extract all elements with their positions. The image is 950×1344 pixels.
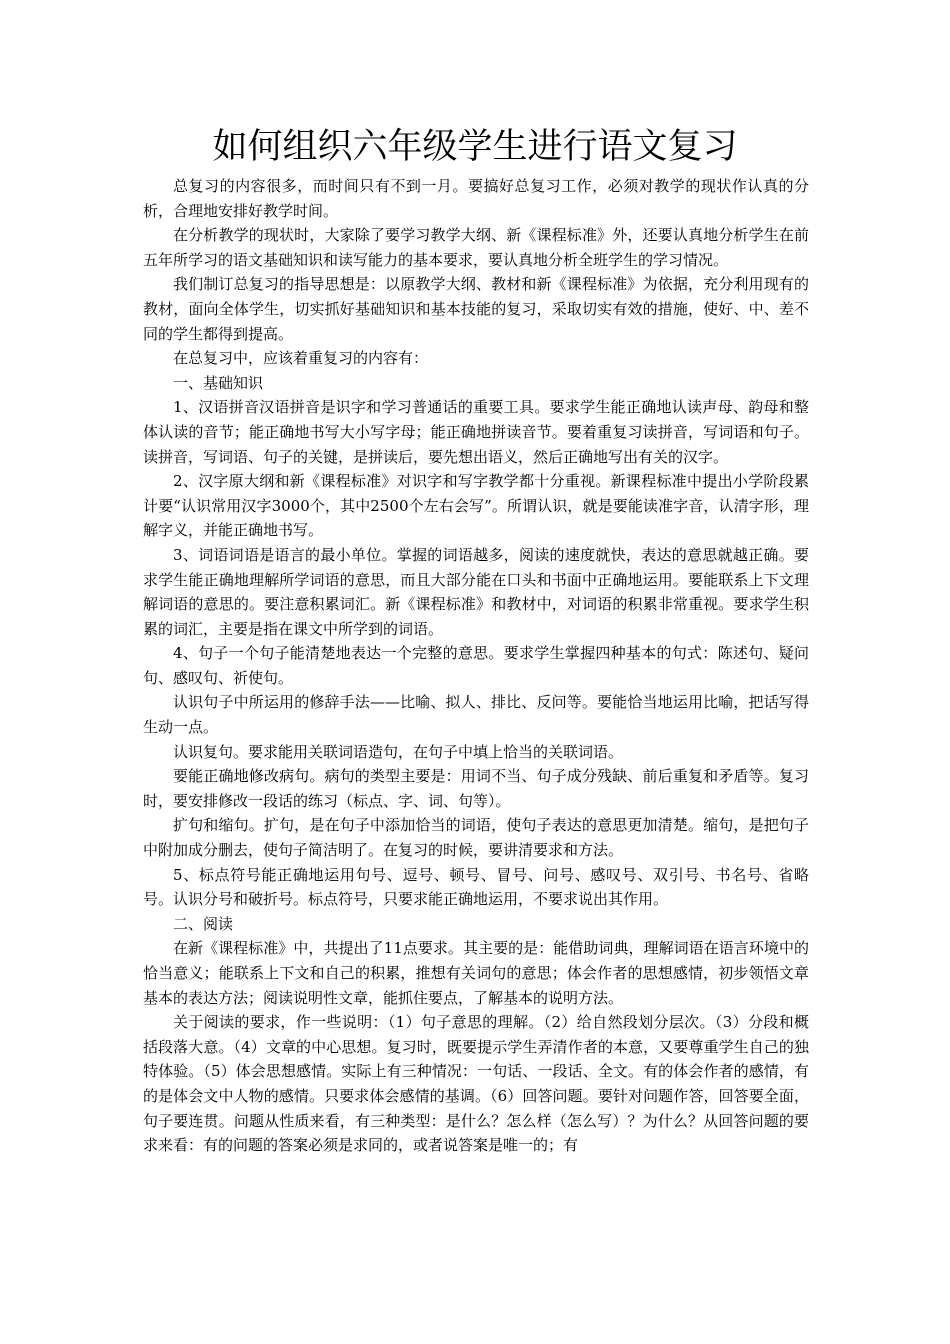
paragraph: 4、句子一个句子能清楚地表达一个完整的意思。要求学生掌握四种基本的句式：陈述句、疑问句、感叹句、祈使句。 — [143, 644, 809, 687]
paragraph: 总复习的内容很多，而时间只有不到一月。要搞好总复习工作，必须对教学的现状作认真的分析，合理地安排好教学时间。 — [143, 177, 809, 220]
paragraph: 关于阅读的要求，作一些说明：（1）句子意思的理解。（2）给自然段划分层次。（3）分段和概括段落大意。（4）文章的中心思想。复习时，既要提示学生弄清作者的本意，又要尊重学生自己的独特体验。（5）体会思想感情。实际上有三种情况：一句话、一段话、全文。有的体会作者的感情，有的是体会文中人物的感情。只要求体会感情的基调。（6）回答问题。要针对问题作答，回答要全面，句子要连贯。问题从性质来看，有三种类型：是什么？怎么样（怎么写）？为什么？从回答问题的要求来看：有的问题的答案必须是求同的，或者说答案是唯一的；有 — [143, 1013, 809, 1155]
paragraph: 认识句子中所运用的修辞手法——比喻、拟人、排比、反问等。要能恰当地运用比喻，把话写得生动一点。 — [143, 693, 809, 737]
paragraph: 在分析教学的现状时，大家除了要学习教学大纲、新《课程标准》外，还要认真地分析学生在前五年所学习的语文基础知识和读写能力的基本要求，要认真地分析全班学生的学习情况。 — [143, 226, 809, 269]
paragraph: 在总复习中，应该着重复习的内容有： — [173, 349, 429, 368]
section-heading: 二、阅读 — [173, 914, 234, 933]
paragraph: 扩句和缩句。扩句，是在句子中添加恰当的词语，使句子表达的意思更加清楚。缩句，是把句子中附加成分删去，使句子简洁明了。在复习的时候，要讲清要求和方法。 — [143, 816, 809, 860]
paragraph: 我们制订总复习的指导思想是：以原教学大纲、教材和新《课程标准》为依据，充分利用现有的教材，面向全体学生，切实抓好基础知识和基本技能的复习，采取切实有效的措施，使好、中、差不同的学生都得到提高。 — [143, 275, 809, 343]
paragraph: 2、汉字原大纲和新《课程标准》对识字和写字教学都十分重视。新课程标准中提出小学阶段累计要“认识常用汉字3000个，其中2500个左右会写”。所谓认识，就是要能读准字音，认清字形，理解字义，并能正确地书写。 — [143, 472, 809, 540]
paragraph: 要能正确地修改病句。病句的类型主要是：用词不当、句子成分残缺、前后重复和矛盾等。复习时，要安排修改一段话的练习（标点、字、词、句等）。 — [143, 767, 809, 810]
paragraph: 3、词语词语是语言的最小单位。掌握的词语越多，阅读的速度就快，表达的意思就越正确。要求学生能正确地理解所学词语的意思，而且大部分能在口头和书面中正确地运用。要能联系上下文理解词语的意思的。要注意积累词汇。新《课程标准》和教材中，对词语的积累非常重视。要求学生积累的词汇，主要是指在课文中所学到的词语。 — [143, 545, 809, 638]
section-heading: 一、基础知识 — [173, 373, 264, 392]
paragraph: 1、汉语拼音汉语拼音是识字和学习普通话的重要工具。要求学生能正确地认读声母、韵母和整体认读的音节；能正确地书写大小写字母；能正确地拼读音节。要着重复习读拼音，写词语和句子。读拼音，写词语、句子的关键，是拼读后，要先想出语义，然后正确地写出有关的汉字。 — [143, 398, 809, 466]
paragraph: 认识复句。要求能用关联词语造句，在句子中填上恰当的关联词语。 — [173, 742, 624, 761]
document-title: 如何组织六年级学生进行语文复习 — [212, 127, 738, 167]
document-body — [143, 174, 809, 1158]
paragraph: 5、标点符号能正确地运用句号、逗号、顿号、冒号、问号、感叹号、双引号、书名号、省略号。认识分号和破折号。标点符号，只要求能正确地运用，不要求说出其作用。 — [143, 865, 809, 909]
paragraph: 在新《课程标准》中，共提出了11点要求。其主要的是：能借助词典，理解词语在语言环境中的恰当意义；能联系上下文和自己的积累，推想有关词句的意思；体会作者的思想感情，初步领悟文章基本的表达方法；阅读说明性文章，能抓住要点，了解基本的说明方法。 — [143, 939, 809, 1007]
